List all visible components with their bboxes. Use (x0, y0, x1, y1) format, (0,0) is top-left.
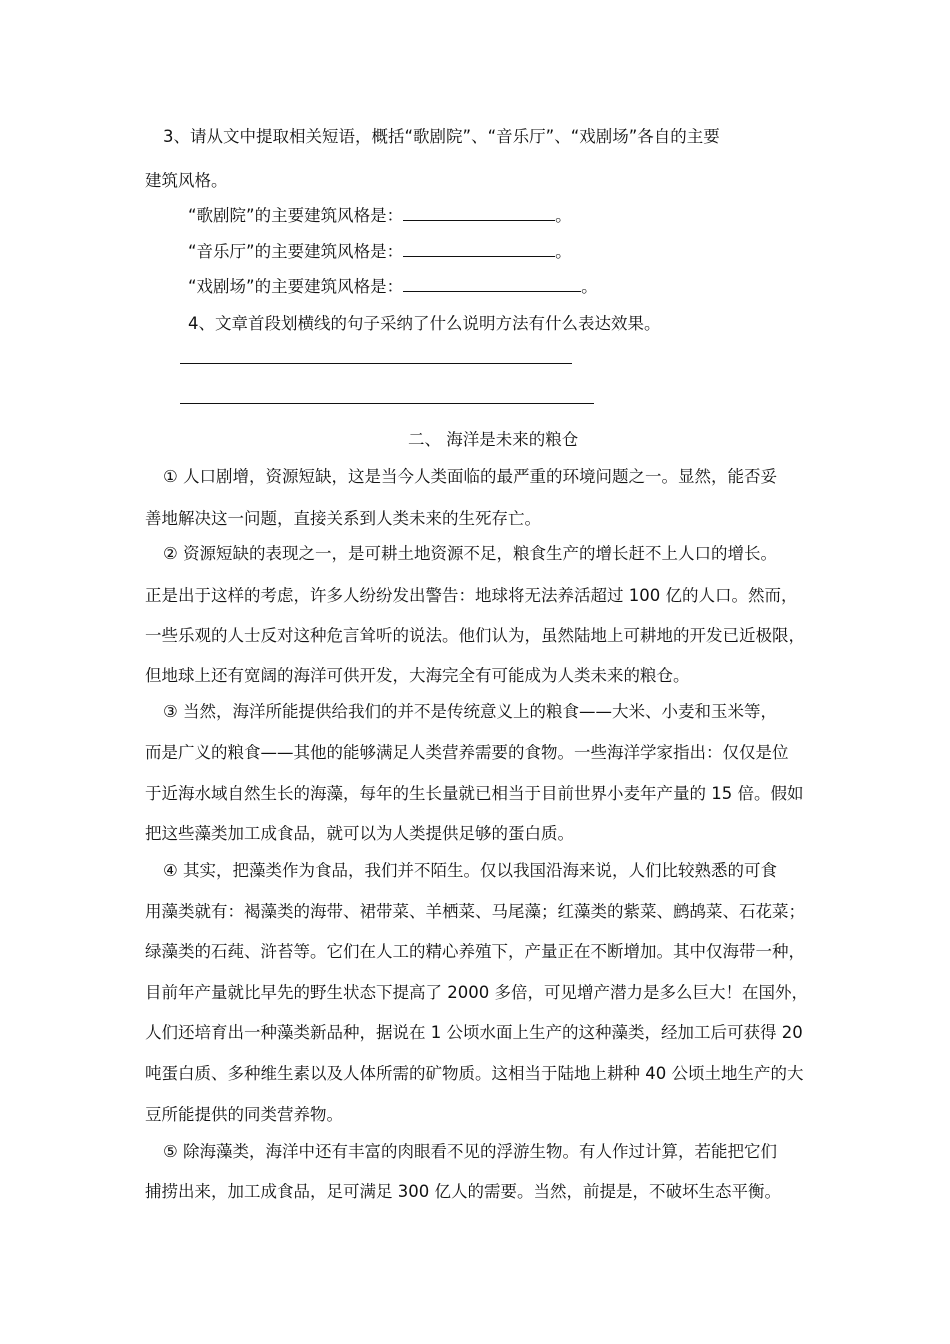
passage-line: 人们还培育出一种藻类新品种，据说在 1 公顷水面上生产的这种藻类，经加工后可获得 20 (145, 1023, 803, 1042)
passage-line: 正是出于这样的考虑，许多人纷纷发出警告：地球将无法养活超过 100 亿的人口。然而， (145, 586, 798, 605)
passage-line: 目前年产量就比早先的野生状态下提高了 2000 多倍，可见增产潜力是多么巨大！在国外， (145, 983, 808, 1002)
passage-line: 而是广义的粮食——其他的能够满足人类营养需要的食物。一些海洋学家指出：仅仅是位 (145, 743, 789, 762)
question-3-theater (188, 276, 598, 298)
question-3-line-2: 建筑风格。 (145, 171, 228, 190)
passage-line: 吨蛋白质、多种维生素以及人体所需的矿物质。这相当于陆地上耕种 40 公顷土地生产的大 (145, 1064, 804, 1083)
question-3-opera-label: “歌剧院”的主要建筑风格是： (188, 206, 404, 225)
period: 。 (555, 242, 572, 261)
passage-line: ① 人口剧增，资源短缺，这是当今人类面临的最严重的环境问题之一。显然，能否妥 (163, 467, 778, 486)
period: 。 (581, 277, 598, 296)
passage-line: 绿藻类的石莼、浒苔等。它们在人工的精心养殖下，产量正在不断增加。其中仅海带一种， (145, 942, 805, 961)
passage-line: ② 资源短缺的表现之一，是可耕土地资源不足，粮食生产的增长赶不上人口的增长。 (163, 544, 778, 563)
passage-line: 用藻类就有：褐藻类的海带、裙带菜、羊栖菜、马尾藻；红藻类的紫菜、鹧鸪菜、石花菜； (145, 902, 805, 921)
question-4: 4、文章首段划横线的句子采纳了什么说明方法有什么表达效果。 (188, 314, 661, 333)
question-3-concert-hall (188, 241, 572, 263)
passage-line: ④ 其实，把藻类作为食品，我们并不陌生。仅以我国沿海来说，人们比较熟悉的可食 (163, 861, 778, 880)
period: 。 (555, 206, 572, 225)
question-3-theater-label: “戏剧场”的主要建筑风格是： (188, 277, 404, 296)
answer-line-2[interactable] (180, 403, 594, 404)
passage-line: 善地解决这一问题，直接关系到人类未来的生死存亡。 (145, 509, 541, 528)
passage-line: 一些乐观的人士反对这种危言耸听的说法。他们认为，虽然陆地上可耕地的开发已近极限， (145, 626, 805, 645)
question-3-line-1: 3、请从文中提取相关短语，概括“歌剧院”、“音乐厅”、“戏剧场”各自的主要 (163, 127, 720, 146)
question-3-opera-house (188, 205, 572, 227)
answer-line-1[interactable] (180, 363, 572, 364)
passage-line: 把这些藻类加工成食品，就可以为人类提供足够的蛋白质。 (145, 824, 574, 843)
passage-line: 于近海水域自然生长的海藻，每年的生长量就已相当于目前世界小麦年产量的 15 倍。假如 (145, 784, 804, 803)
passage-line: 捕捞出来，加工成食品，足可满足 300 亿人的需要。当然，前提是，不破坏生态平衡。 (145, 1182, 781, 1201)
section-title: 二、 海洋是未来的粮仓 (408, 430, 579, 449)
passage-line: ⑤ 除海藻类，海洋中还有丰富的肉眼看不见的浮游生物。有人作过计算，若能把它们 (163, 1142, 778, 1161)
answer-blank-concert[interactable] (403, 242, 555, 257)
passage-line: 豆所能提供的同类营养物。 (145, 1105, 343, 1124)
answer-blank-theater[interactable] (403, 277, 581, 292)
passage-line: ③ 当然，海洋所能提供给我们的并不是传统意义上的粮食——大米、小麦和玉米等， (163, 702, 778, 721)
answer-blank-opera[interactable] (403, 206, 555, 221)
passage-line: 但地球上还有宽阔的海洋可供开发，大海完全有可能成为人类未来的粮仓。 (145, 666, 690, 685)
question-3-concert-label: “音乐厅”的主要建筑风格是： (188, 242, 404, 261)
